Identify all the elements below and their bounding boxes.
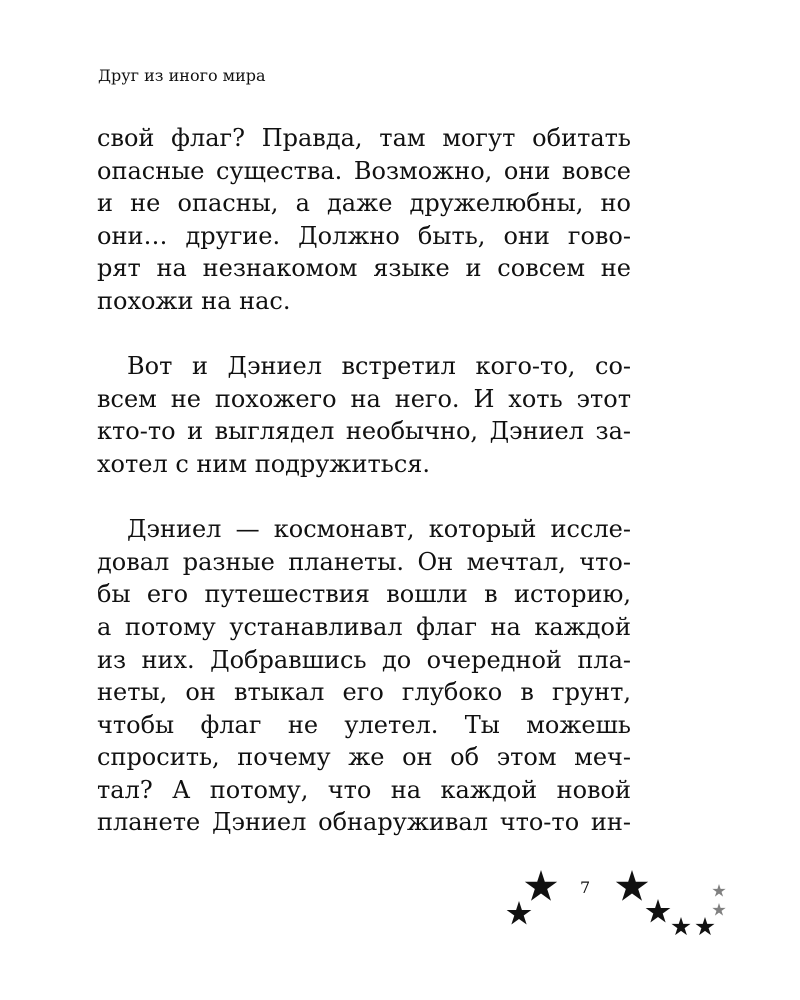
paragraph-gap xyxy=(97,481,631,514)
text-line: Вот и Дэниел встретил кого-то, со- xyxy=(127,352,631,381)
paragraph xyxy=(97,122,631,318)
text-line: похожи на нас. xyxy=(97,286,291,315)
paragraph-gap xyxy=(97,318,631,351)
star-icon xyxy=(507,901,532,925)
text-line: из них. Добравшись до очередной пла- xyxy=(97,645,631,674)
text-line: спросить, почему же он об этом меч- xyxy=(97,743,631,772)
text-line: кто-то и выглядел необычно, Дэниел за- xyxy=(97,417,631,446)
text-line: Дэниел — космонавт, который иссле- xyxy=(127,515,631,544)
star-icon xyxy=(646,899,671,923)
text-line: неты, он втыкал его глубоко в грунт, xyxy=(97,678,631,707)
paragraph xyxy=(97,513,631,839)
text-line: опасные существа. Возможно, они вовсе xyxy=(97,156,631,185)
text-line: бы его путешествия вошли в историю, xyxy=(97,580,631,609)
star-icon xyxy=(695,917,714,935)
paragraph xyxy=(97,350,631,480)
body-text xyxy=(97,122,631,839)
text-line: планете Дэниел обнаруживал что-то ин- xyxy=(97,808,631,837)
star-icon xyxy=(712,884,725,897)
text-line: рят на незнакомом языке и совсем не xyxy=(97,254,631,283)
text-line: они… другие. Должно быть, они гово- xyxy=(97,221,631,250)
text-line: тал? А потому, что на каждой новой xyxy=(97,775,631,804)
star-icon xyxy=(712,903,725,916)
text-line: и не опасны, а даже дружелюбны, но xyxy=(97,189,631,218)
text-line: всем не похожего на него. И хоть этот xyxy=(97,384,631,413)
text-line: а потому устанавливал флаг на каждой xyxy=(97,612,631,641)
text-line: чтобы флаг не улетел. Ты можешь xyxy=(97,710,631,739)
star-icon xyxy=(671,917,690,935)
star-icon xyxy=(616,870,648,901)
page-number: 7 xyxy=(580,878,591,897)
text-line: хотел с ним подружиться. xyxy=(97,449,431,478)
running-header: Друг из иного мира xyxy=(98,66,266,85)
text-line: свой флаг? Правда, там могут обитать xyxy=(97,124,631,152)
star-icon xyxy=(525,870,557,901)
text-line: довал разные планеты. Он мечтал, что- xyxy=(97,547,631,576)
